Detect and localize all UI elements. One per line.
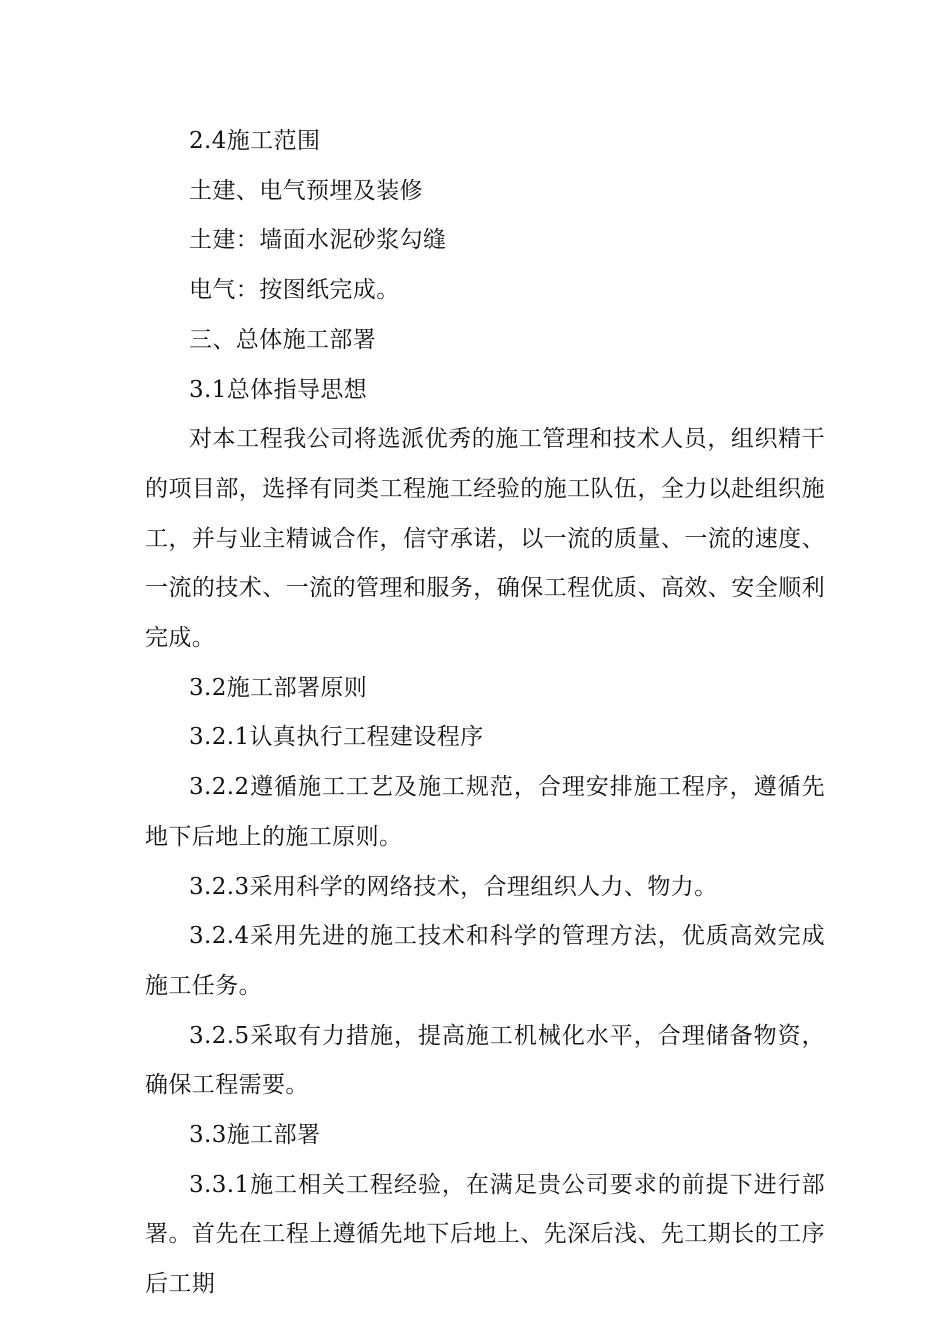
section-heading-3-3: 3.3施工部署 xyxy=(189,1122,321,1149)
paragraph-3-2-4: 3.2.4采用先进的施工技术和科学的管理方法，优质高效完成施工任务。 xyxy=(145,923,825,999)
paragraph-3-3-1: 3.3.1施工相关工程经验，在满足贵公司要求的前提下进行部署。首先在工程上遵循先地下后地上、先深后浅、先工期长的工序后工期 xyxy=(145,1171,825,1298)
section-heading-2-4: 2.4施工范围 xyxy=(189,128,321,154)
paragraph-civil: 土建：墙面水泥砂浆勾缝 xyxy=(189,227,447,254)
document-body xyxy=(145,117,825,1310)
paragraph-3-2-3: 3.2.3采用科学的网络技术，合理组织人力、物力。 xyxy=(189,873,718,900)
paragraph-electrical: 电气：按图纸完成。 xyxy=(189,277,400,304)
paragraph-guiding-idea: 对本工程我公司将选派优秀的施工管理和技术人员，组织精干的项目部，选择有同类工程施工经验的施工队伍，全力以赴组织施工，并与业主精诚合作，信守承诺，以一流的质量、一流的速度、一流的技术、一流的管理和服务，确保工程优质、高效、安全顺利完成。 xyxy=(145,426,825,652)
chapter-heading-3: 三、总体施工部署 xyxy=(189,326,377,353)
section-heading-3-1: 3.1总体指导思想 xyxy=(189,376,368,403)
section-heading-3-2: 3.2施工部署原则 xyxy=(189,674,368,701)
paragraph-3-2-1: 3.2.1认真执行工程建设程序 xyxy=(189,724,484,751)
paragraph-scope: 土建、电气预埋及装修 xyxy=(189,177,423,204)
paragraph-3-2-5: 3.2.5采取有力措施，提高施工机械化水平，合理储备物资，确保工程需要。 xyxy=(145,1022,825,1099)
paragraph-3-2-2: 3.2.2遵循施工工艺及施工规范，合理安排施工程序，遵循先地下后地上的施工原则。 xyxy=(145,774,825,850)
